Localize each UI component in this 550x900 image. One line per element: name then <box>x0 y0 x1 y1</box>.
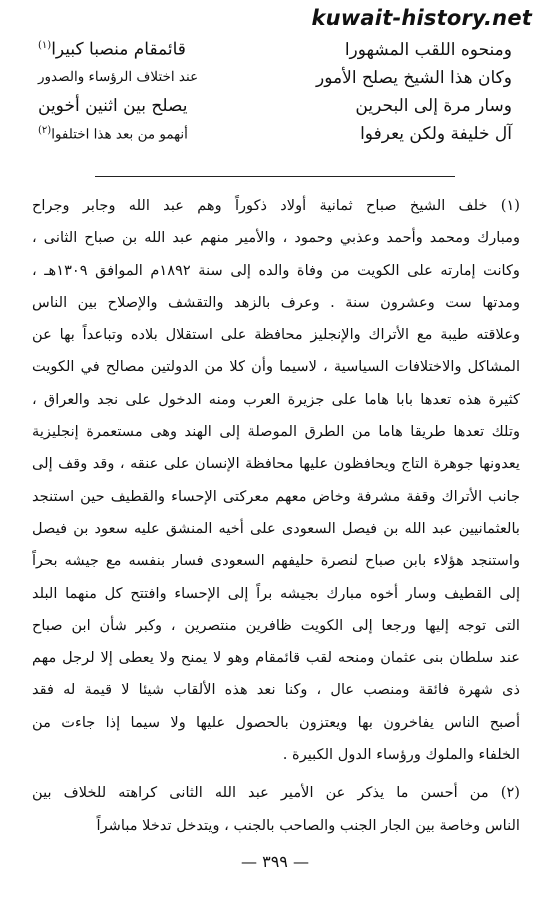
footnote-line: بالعثمانيين عبد الله بن فيصل السعودى على أخيه المنشق عليه سعود بن فيصل <box>32 519 520 537</box>
poem <box>38 36 512 148</box>
footnote-line: واستنجد هؤلاء بابن صباح لنصرة حليفهم السعودى فسار بنفسه مع جيشه بحراً <box>32 552 520 570</box>
footnote-line: ومدتها ست وعشرون سنة . وعرف بالزهد والتقشف والإصلاح بين الناس <box>32 293 520 311</box>
footnote-line: وعلاقته طيبة مع الأتراك والإنجليز محافظة على استقلال بلاده وتباعداً بها عن <box>32 326 520 344</box>
footnote-line: (٢) من أحسن ما يذكر عن الأمير عبد الله الثانى كراهته للخلاف بين <box>32 784 520 802</box>
footnote-line: ومبارك ومحمد وأحمد وعذبي وحمود ، والأمير منهم عبد الله بن صباح الثانى ، <box>32 229 520 247</box>
footnote-line: وكانت إمارته على الكويت من وفاة والده إلى سنة ١٨٩٢م الموافق ١٣٠٩هـ ، <box>32 261 520 279</box>
verse-left-hemistich: قائمقام منصبا كبيرا <box>51 39 186 60</box>
footnote-line: (١) خلف الشيخ صباح ثمانية أولاد ذكوراً وهم عبد الله وجابر وجراح <box>32 197 520 214</box>
poem-verse <box>38 120 512 148</box>
footnote-line: يعدونها جوهرة التاج ويحافظون عليها محافظة الإنسان على عنقه ، وقد وقف إلى <box>32 455 520 473</box>
verse-right-hemistich: آل خليفة ولكن يعرفوا <box>360 123 512 144</box>
poem-verse <box>38 92 512 120</box>
footnote-line: الناس وخاصة بين الجار الجنب والصاحب بالجنب ، ويتدخل تدخلا مباشراً <box>96 816 520 834</box>
verse-right-hemistich: وسار مرة إلى البحرين <box>355 95 512 116</box>
footnote-line: التى توجه إليها ورجعا إلى الكويت ظافرين منتصرين ، وكبر شأن ابن صباح <box>32 616 520 634</box>
footnote-line: وتلك تعدها طريقا هاما من الطرق الموصلة إلى الهند وهى مستعمرة إنجليزية <box>32 423 520 441</box>
footnote-divider <box>95 176 455 177</box>
verse-left-hemistich-group <box>38 126 188 142</box>
footnote-line: جانب الأتراك وقفة مشرفة وخاض معهم معركتى الإحساء والقطيف حين استنجد <box>32 487 520 505</box>
verse-left-hemistich: يصلح بين اثنين أخوين <box>38 95 188 116</box>
footnote-line: المشاكل والاختلافات السياسية ، لاسيما وأن كلا من الدولتين مصالح في الكويت <box>32 358 520 376</box>
footnote-line: أصبح الناس يفاخرون بها ويعتزون بالحصول عليها ولا سيما إذا جاءت من <box>32 713 520 731</box>
watermark: kuwait-history.net <box>311 6 532 30</box>
verse-left-hemistich-group <box>38 71 198 85</box>
footnote-line: عند سلطان بنى عثمان ومنحه لقب قائمقام وهو لا يمنح ولا يعطى إلا لرجل مهم <box>32 649 520 667</box>
footnote-line: ذى شهرة فائقة ومنصب عال ، وكنا نعد هذه الألقاب شيئا لا قيمة له فقد <box>32 681 520 699</box>
poem-verse <box>38 64 512 92</box>
verse-right-hemistich: ومنحوه اللقب المشهورا <box>344 39 512 60</box>
footnote-line: كثيرة هذه تعدها بابا هاما على جزيرة العرب ومنه الدخول على نجد والعراق ، <box>32 390 520 408</box>
page-number: — ٣٩٩ — <box>241 852 309 871</box>
verse-left-hemistich: عند اختلاف الرؤساء والصدور <box>38 69 199 86</box>
verse-left-hemistich: أنهمو من بعد هذا اختلفوا <box>51 126 188 143</box>
verse-left-hemistich-group <box>38 41 186 59</box>
footnote-line: إلى القطيف وسار أخوه مبارك بجيشه براً إلى الإحساء وافتتح كل منهما البلد <box>32 584 520 602</box>
footnote-marker: (١) <box>38 40 52 52</box>
poem-verse <box>38 36 512 64</box>
footnotes <box>32 190 520 842</box>
footnote-marker: (٢) <box>38 125 52 136</box>
verse-left-hemistich-group <box>38 95 188 116</box>
verse-right-hemistich: وكان هذا الشيخ يصلح الأمور <box>316 67 512 88</box>
footnote-line: الخلفاء والملوك ورؤساء الدول الكبيرة . <box>282 746 520 764</box>
